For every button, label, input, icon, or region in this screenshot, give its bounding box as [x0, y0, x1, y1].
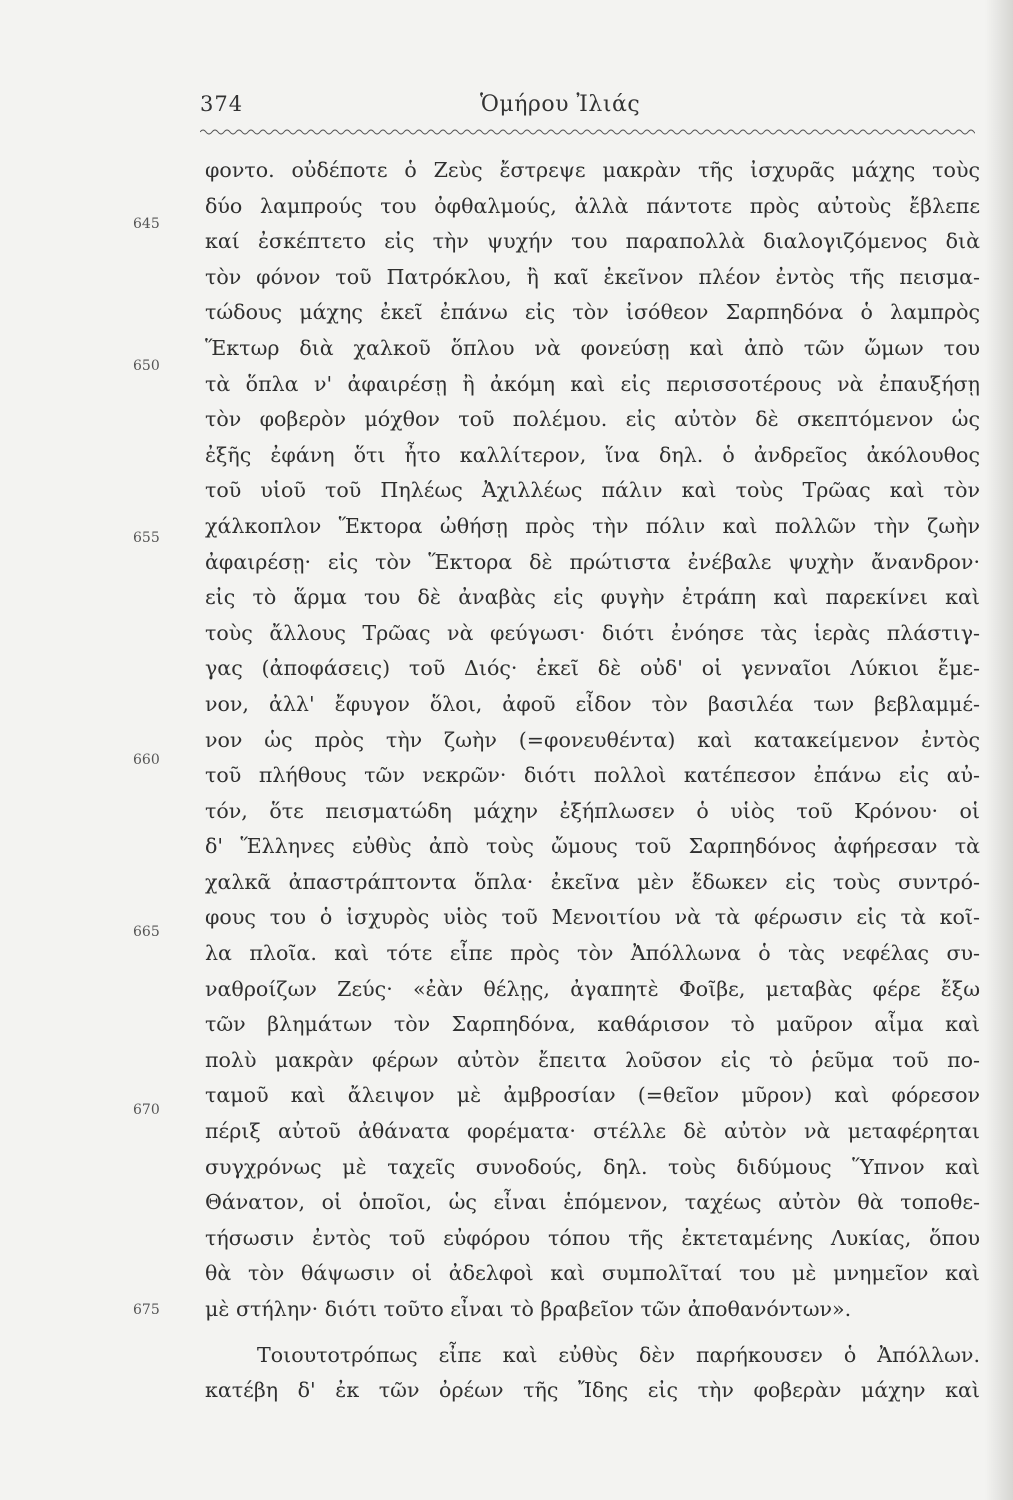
text-line: τῶν βλημάτων τὸν Σαρπηδόνα, καθάρισον τὸ μαῦρον αἷμα καὶ [205, 1012, 980, 1037]
text-line: λα πλοῖα. καὶ τότε εἶπε πρὸς τὸν Ἀπόλλωνα ὁ τὰς νεφέλας συ- [205, 941, 980, 966]
text-line: πολὺ μακρὰν φέρων αὐτὸν ἔπειτα λοῦσον εἰς τὸ ῥεῦμα τοῦ πο- [205, 1047, 980, 1072]
line-number-675: 675 [133, 1302, 160, 1318]
page-header [200, 92, 980, 132]
running-title: Ὁμήρου Ἰλιάς [480, 92, 641, 117]
text-line: εἰς τὸ ἅρμα του δὲ ἀναβὰς εἰς φυγὴν ἐτράπη καὶ παρεκίνει καὶ [205, 585, 980, 610]
text-line: Ἕκτωρ διὰ χαλκοῦ ὅπλου νὰ φονεύσῃ καὶ ἀπὸ τῶν ὤμων του [205, 335, 980, 360]
text-line: νον, ἀλλ' ἔφυγον ὅλοι, ἀφοῦ εἶδον τὸν βασιλέα των βεβλαμμέ- [205, 691, 980, 716]
text-line: θὰ τὸν θάψωσιν οἱ ἀδελφοὶ καὶ συμπολῖταί του μὲ μνημεῖον καὶ [205, 1261, 980, 1286]
text-line: τώδους μάχης ἐκεῖ ἐπάνω εἰς τὸν ἰσόθεον Σαρπηδόνα ὁ λαμπρὸς [205, 300, 980, 325]
text-line: φους του ὁ ἰσχυρὸς υἱὸς τοῦ Μενοιτίου νὰ τὰ φέρωσιν εἰς τὰ κοῖ- [205, 905, 980, 930]
wavy-header-rule [200, 128, 975, 136]
text-line: δύο λαμπρούς του ὀφθαλμούς, ἀλλὰ πάντοτε πρὸς αὐτοὺς ἔβλεπε [205, 193, 980, 218]
text-line: ναθροίζων Ζεύς· «ἐὰν θέλῃς, ἀγαπητὲ Φοῖβε, μεταβὰς φέρε ἔξω [205, 976, 980, 1001]
text-line: μὲ στήλην· διότι τοῦτο εἶναι τὸ βραβεῖον τῶν ἀποθανόντων». [205, 1297, 852, 1321]
text-line: τὰ ὅπλα ν' ἀφαιρέσῃ ἢ ἀκόμη καὶ εἰς περισσοτέρους νὰ ἐπαυξήσῃ [205, 371, 980, 396]
text-line: χάλκοπλον Ἕκτορα ὠθήσῃ πρὸς τὴν πόλιν καὶ πολλῶν τὴν ζωὴν [205, 513, 980, 538]
text-line: συγχρόνως μὲ ταχεῖς συνοδούς, δηλ. τοὺς διδύμους Ὕπνον καὶ [205, 1154, 980, 1179]
text-line: τοῦ υἱοῦ τοῦ Πηλέως Ἀχιλλέως πάλιν καὶ τοὺς Τρῶας καὶ τὸν [205, 478, 980, 503]
line-number-660: 660 [133, 752, 160, 768]
line-number-670: 670 [133, 1102, 160, 1118]
page-number: 374 [200, 92, 244, 116]
text-line: τοῦ πλήθους τῶν νεκρῶν· διότι πολλοὶ κατέπεσον ἐπάνω εἰς αὐ- [205, 763, 980, 788]
text-line: νον ὡς πρὸς τὴν ζωὴν (=φονευθέντα) καὶ κατακείμενον ἐντὸς [205, 727, 980, 752]
text-line: τὸν φοβερὸν μόχθον τοῦ πολέμου. εἰς αὐτὸν δὲ σκεπτόμενον ὡς [205, 407, 980, 432]
text-line: γας (ἀποφάσεις) τοῦ Διός· ἐκεῖ δὲ οὐδ' οἱ γενναῖοι Λύκιοι ἔμε- [205, 656, 980, 681]
main-text [205, 153, 980, 1409]
text-line: τὸν φόνον τοῦ Πατρόκλου, ἢ καῖ ἐκεῖνον πλέον ἐντὸς τῆς πεισμα- [205, 264, 980, 289]
line-number-645: 645 [133, 216, 160, 232]
text-line: καί ἐσκέπτετο εἰς τὴν ψυχήν του παραπολλὰ διαλογιζόμενος διὰ [205, 229, 980, 254]
line-number-665: 665 [133, 924, 160, 940]
text-line: κατέβη δ' ἐκ τῶν ὀρέων τῆς Ἴδης εἰς τὴν φοβερὰν μάχην καὶ [205, 1378, 980, 1403]
text-line: πέριξ αὐτοῦ ἀθάνατα φορέματα· στέλλε δὲ αὐτὸν νὰ μεταφέρηται [205, 1119, 980, 1144]
text-line: δ' Ἕλληνες εὐθὺς ἀπὸ τοὺς ὤμους τοῦ Σαρπηδόνος ἀφήρεσαν τὰ [205, 834, 980, 859]
text-line: φοντο. οὐδέποτε ὁ Ζεὺς ἔστρεψε μακρὰν τῆς ἰσχυρᾶς μάχης τοὺς [205, 158, 980, 182]
text-line: ταμοῦ καὶ ἄλειψον μὲ ἀμβροσίαν (=θεῖον μῦρον) καὶ φόρεσον [205, 1083, 980, 1108]
line-number-650: 650 [133, 358, 160, 374]
text-line: Θάνατον, οἱ ὁποῖοι, ὡς εἶναι ἑπόμενον, ταχέως αὐτὸν θὰ τοποθε- [205, 1190, 980, 1215]
page-edge-shadow [985, 0, 1013, 1500]
text-line: τόν, ὅτε πεισματώδη μάχην ἐξήπλωσεν ὁ υἱὸς τοῦ Κρόνου· οἱ [205, 798, 980, 823]
text-line: ἐξῆς ἐφάνη ὅτι ἦτο καλλίτερον, ἵνα δηλ. ὁ ἀνδρεῖος ἀκόλουθος [205, 442, 980, 467]
text-line: ἀφαιρέσῃ· εἰς τὸν Ἕκτορα δὲ πρώτιστα ἐνέβαλε ψυχὴν ἄνανδρον· [205, 549, 980, 574]
paragraph-start-line: Τοιουτοτρόπως εἶπε καὶ εὐθὺς δὲν παρήκουσεν ὁ Ἀπόλλων. [257, 1342, 980, 1367]
line-number-655: 655 [133, 530, 160, 546]
text-line: τοὺς ἄλλους Τρῶας νὰ φεύγωσι· διότι ἐνόησε τὰς ἱερὰς πλάστιγ- [205, 620, 980, 645]
text-line: τήσωσιν ἐντὸς τοῦ εὐφόρου τόπου τῆς ἐκτεταμένης Λυκίας, ὅπου [205, 1225, 980, 1250]
text-line: χαλκᾶ ἀπαστράπτοντα ὅπλα· ἐκεῖνα μὲν ἔδωκεν εἰς τοὺς συντρό- [205, 869, 980, 894]
